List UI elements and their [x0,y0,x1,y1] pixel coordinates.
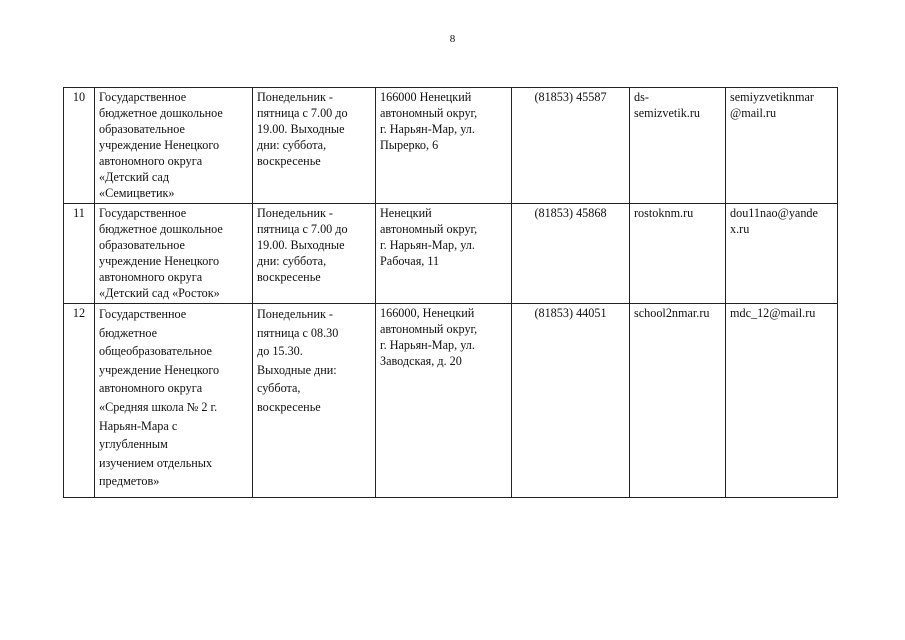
website: rostoknm.ru [630,204,726,304]
institution-name: Государственное бюджетное дошкольное образовательное учреждение Ненецкого автономного округа «Детский сад «Семицветик» [95,88,253,204]
institution-name: Государственное бюджетное общеобразовательное учреждение Ненецкого автономного округа «Средняя школа № 2 г. Нарьян-Мара с углубленным изучением отдельных предметов» [95,304,253,498]
email: dou11nao@yande x.ru [726,204,838,304]
row-number: 10 [64,88,95,204]
address: 166000 Ненецкий автономный округ, г. Нарьян-Мар, ул. Пырерко, 6 [376,88,512,204]
row-number: 12 [64,304,95,498]
table-row [64,204,838,304]
table-row [64,304,838,498]
website: ds- semizvetik.ru [630,88,726,204]
table-row [64,88,838,204]
institutions-table [63,87,838,498]
row-number: 11 [64,204,95,304]
email: mdc_12@mail.ru [726,304,838,498]
working-hours: Понедельник - пятница с 7.00 до 19.00. Выходные дни: суббота, воскресенье [253,88,376,204]
working-hours: Понедельник - пятница с 7.00 до 19.00. Выходные дни: суббота, воскресенье [253,204,376,304]
website: school2nmar.ru [630,304,726,498]
email: semiyzvetiknmar @mail.ru [726,88,838,204]
working-hours: Понедельник - пятница с 08.30 до 15.30. Выходные дни: суббота, воскресенье [253,304,376,498]
phone: (81853) 45868 [512,204,630,304]
institution-name: Государственное бюджетное дошкольное образовательное учреждение Ненецкого автономного округа «Детский сад «Росток» [95,204,253,304]
page-number: 8 [449,33,456,45]
phone: (81853) 45587 [512,88,630,204]
address: 166000, Ненецкий автономный округ, г. Нарьян-Мар, ул. Заводская, д. 20 [376,304,512,498]
address: Ненецкий автономный округ, г. Нарьян-Мар, ул. Рабочая, 11 [376,204,512,304]
phone: (81853) 44051 [512,304,630,498]
